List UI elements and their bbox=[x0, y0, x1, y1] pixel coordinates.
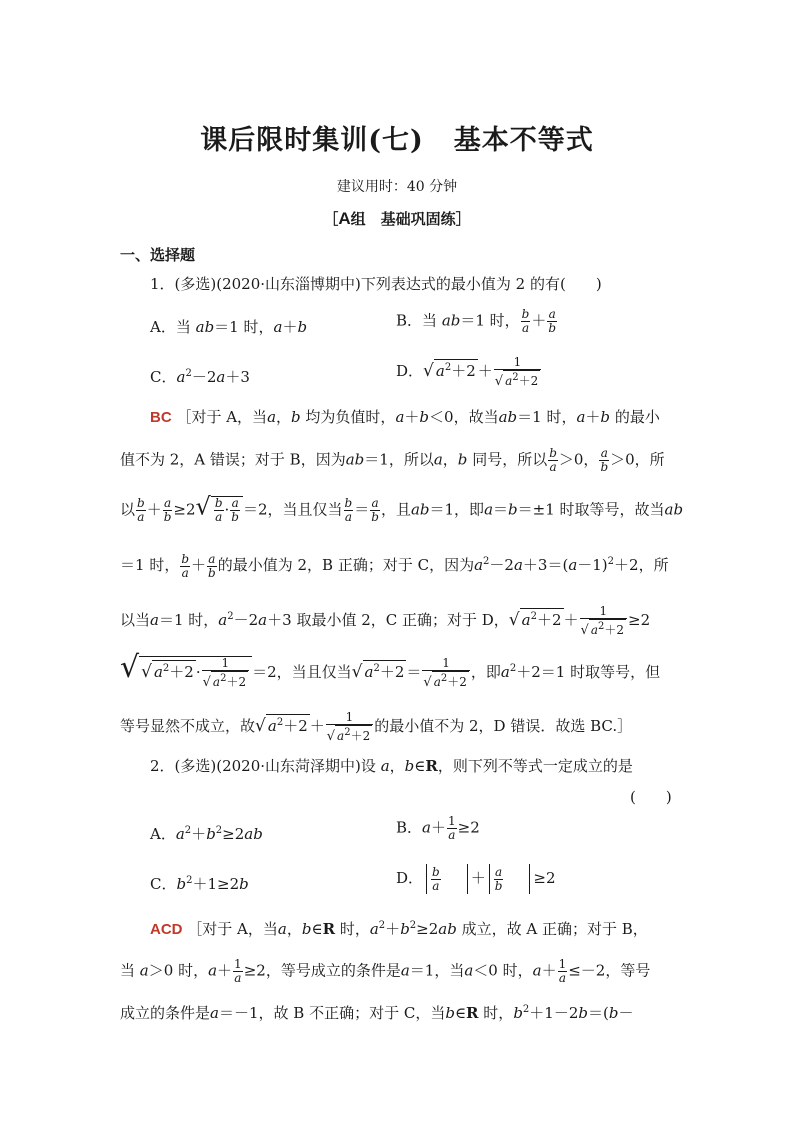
group-label: 组 基础巩固练 bbox=[350, 210, 456, 228]
q2-solution-line-3: 成立的条件是a＝－1，故 B 不正确；对于 C，当b∈R 时，$b^2+1-2b=(b-$ bbox=[120, 1004, 634, 1022]
q1-sol-text: ，所以 bbox=[388, 450, 434, 469]
q1-sol-text: 以 bbox=[120, 500, 136, 519]
q1-option-b: B．当 ab＝1 时， $\frac{b}{a}$ ＋ $\frac{a}{b}$ bbox=[396, 307, 557, 335]
q2-opt-d-label: D． bbox=[396, 869, 424, 887]
q1-answer: BC bbox=[150, 409, 172, 426]
q1-sol-text: ，当且仅当 bbox=[267, 500, 343, 519]
q1-option-d: D．√ $a^2+2$ ＋ $\frac{1}{√ a^2+2}$ bbox=[396, 356, 542, 388]
q2-sol-text: 时， bbox=[178, 961, 209, 980]
q2-sol-text: ，故 B 不正确；对于 C，当 bbox=[258, 1004, 446, 1022]
q1-sol-text: 均为负值时， bbox=[305, 408, 396, 426]
q1-sol-text: 值不为 2，A 错误；对于 B，因为 bbox=[120, 450, 346, 469]
group-close-bracket: ］ bbox=[455, 210, 471, 228]
q2-option-c: C．$b^2+1\ge 2b$ bbox=[150, 875, 249, 893]
q2-answer: ACD bbox=[150, 921, 183, 938]
q2-solution-line-1: ACD ［对于 A，当a，b∈R 时，$a^2+b^2\ge 2ab$ 成立，故 A 正确；对于 B， bbox=[150, 920, 648, 938]
q1-sol-text: ，即 bbox=[470, 663, 501, 681]
q2-stem-text: 2．(多选)(2020·山东菏泽期中)设 bbox=[150, 757, 376, 775]
suggested-time: 建议用时：40 分钟 bbox=[336, 179, 458, 195]
q1-opt-d-label: D． bbox=[396, 362, 424, 380]
q2-sol-text: 当 bbox=[120, 961, 136, 980]
q2-sol-text: 成立的条件是 bbox=[120, 1004, 211, 1022]
q2-solution-line-2: 当 a＞0 时，a＋ $\frac{1}{a}$ ≥2，等号成立的条件是a＝1，当a＜0 时，a＋ $\frac{1}{a}$ ≤－2，等号 bbox=[120, 957, 651, 985]
q1-sol-text: 同号，所以 bbox=[472, 450, 548, 469]
q1-solution-line-3: 以 $\frac{b}{a}$ ＋ $\frac{a}{b}$ ≥2√ $\frac{b}{a}$ · $\frac{a}{b}$ ＝2，当且仅当 $\frac{b}{a}$ ＝ $\frac{a}{b}$ ，且ab＝1，即a＝b＝±1 时取等号，故当ab bbox=[120, 492, 684, 524]
q1-sol-text: 的最小值不为 2，D 错误．故选 BC.］ bbox=[374, 717, 633, 735]
q2-option-d: D． $\frac{b}{a}$ ＋ $\frac{a}{b}$ ≥2 bbox=[396, 864, 556, 893]
q1-sol-text: 时， bbox=[149, 556, 180, 574]
q2-sol-text: ，当 bbox=[434, 961, 465, 980]
title-part2: 基本不等式 bbox=[453, 125, 594, 156]
question-2-stem: 2．(多选)(2020·山东菏泽期中)设 a，b∈R，则下列不等式一定成立的是 bbox=[150, 757, 633, 775]
q1-sol-text: 的最小值为 2，B 正确；对于 C，因为 bbox=[217, 556, 475, 574]
q2-sol-text: 时， bbox=[483, 1004, 514, 1022]
q2-sol-text: 成立，故 A 正确；对于 B， bbox=[461, 920, 648, 938]
q1-sol-text: 时， bbox=[546, 408, 577, 426]
q1-option-c: C．$a^2-2a+3$ bbox=[150, 368, 250, 386]
q2-option-a: A．$a^2+b^2\ge 2ab$ bbox=[150, 825, 263, 843]
q1-sol-text: ，所 bbox=[638, 556, 669, 574]
title-part1: 课后限时集训(七) bbox=[200, 125, 424, 156]
q2-stem-text: ，则下列不等式一定成立的是 bbox=[437, 757, 633, 775]
q2-sol-text: ［对于 A，当 bbox=[187, 920, 278, 938]
q1-sol-text: 时取等号，但 bbox=[570, 663, 661, 681]
q1-solution-line-2: 值不为 2，A 错误；对于 B，因为ab＝1，所以a，b 同号，所以 $\frac{b}{a}$ ＞0， $\frac{a}{b}$ ＞0，所 bbox=[120, 446, 665, 474]
q1-sol-text: ，故当 bbox=[453, 408, 499, 426]
q1-sol-text: ，即 bbox=[454, 500, 485, 519]
q1-opt-a-label: A．当 bbox=[150, 318, 191, 336]
group-open-bracket: ［ bbox=[323, 210, 339, 228]
q1-sol-text: ［对于 A，当 bbox=[176, 408, 268, 426]
q1-solution-line-1: BC ［对于 A，当a，b 均为负值时，a＋b＜0，故当ab＝1 时，a＋b 的最小 bbox=[150, 408, 660, 426]
q1-sol-text: 取最小值 2，C 正确；对于 D， bbox=[296, 611, 509, 629]
q2-opt-c-label: C． bbox=[150, 875, 177, 893]
q1-solution-line-7: 等号显然不成立，故√ $a^2+2$ ＋ $\frac{1}{√ a^2+2}$ 的最小值不为 2，D 错误．故选 BC.］ bbox=[120, 710, 633, 744]
group-letter: A bbox=[338, 209, 351, 228]
section-heading: 一、选择题 bbox=[120, 246, 196, 264]
page-title bbox=[0, 118, 794, 157]
q1-solution-line-4: ＝1 时， $\frac{b}{a}$ ＋ $\frac{a}{b}$ 的最小值为 2，B 正确；对于 C，因为$a^2-2a+3=(a-1)^2+2$，所 bbox=[120, 551, 669, 580]
q2-opt-a-label: A． bbox=[150, 825, 176, 843]
q1-opt-c-label: C． bbox=[150, 368, 177, 386]
question-1-stem: 1．(多选)(2020·山东淄博期中)下列表达式的最小值为 2 的有( ) bbox=[150, 275, 602, 293]
q2-option-b: B．a＋ $\frac{1}{a}$ ≥2 bbox=[396, 814, 480, 842]
q2-sol-text: ，等号成立的条件是 bbox=[265, 961, 401, 980]
q2-sol-text: ，等号 bbox=[605, 961, 651, 980]
q1-sol-text: 的最小 bbox=[614, 408, 660, 426]
q1-solution-line-5: 以当a＝1 时，$a^2-2a+3$ 取最小值 2，C 正确；对于 D，√ $a^2+2$ ＋ $\frac{1}{√ a^2+2}$ ≥2 bbox=[120, 604, 651, 638]
q1-sol-text: ，当且仅当 bbox=[276, 663, 352, 681]
group-heading bbox=[0, 208, 794, 229]
q1-solution-line-6: √ √ $a^2+2$ · $\frac{1}{√ a^2+2}$ ＝2，当且仅当√ $a^2+2$ ＝ $\frac{1}{√ a^2+2}$ ，即$a^2+2=1$ 时取等号，但 bbox=[120, 650, 661, 690]
q1-sol-text: 时取等号，故当 bbox=[559, 500, 665, 519]
q1-sol-text: 以当 bbox=[120, 611, 151, 629]
q1-sol-text: 等号显然不成立，故 bbox=[120, 717, 256, 735]
q1-sol-text: ，且 bbox=[380, 500, 411, 519]
q2-opt-b-label: B． bbox=[396, 818, 423, 837]
q2-sol-text: 时， bbox=[339, 920, 370, 938]
q1-sol-text: 时， bbox=[188, 611, 219, 629]
question-2-answer-paren: ( ) bbox=[630, 788, 672, 806]
q1-opt-b-label: B．当 bbox=[396, 311, 438, 330]
q1-option-a: A．当 ab＝1 时，a＋b bbox=[150, 318, 308, 336]
q2-sol-text: 时， bbox=[502, 961, 533, 980]
